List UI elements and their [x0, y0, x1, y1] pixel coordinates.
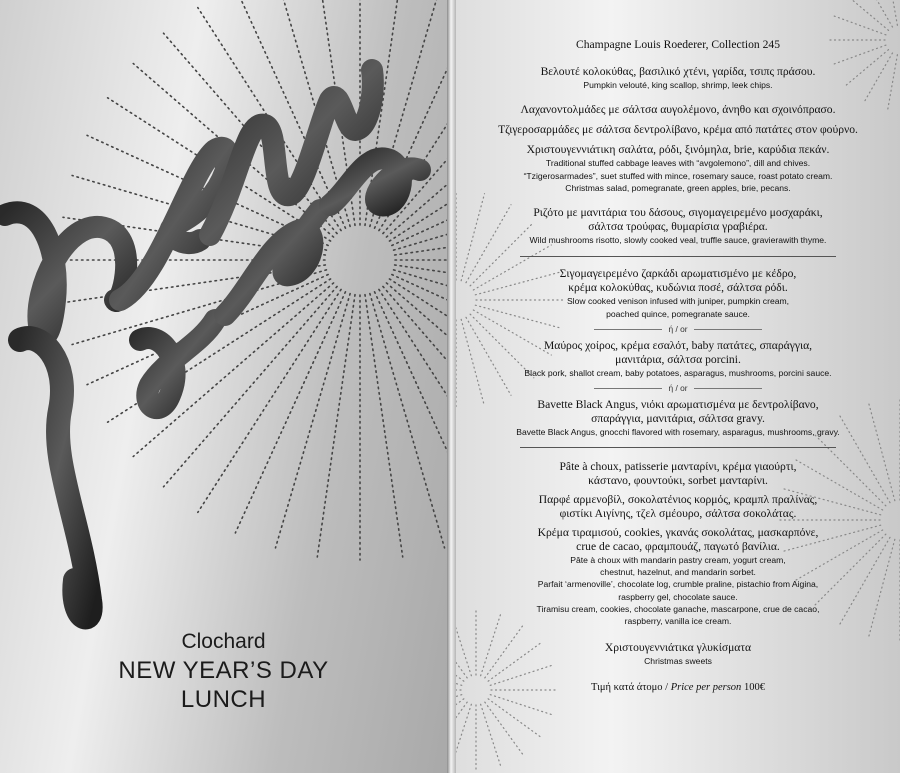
- dessert-3-english-line1: Tiramisu cream, cookies, chocolate ganache, mascarpone, crue de cacao,: [536, 603, 820, 614]
- main-1-greek-line1: Σιγομαγειρεμένο ζαρκάδι αρωματισμένο με κέδρο,: [559, 267, 797, 281]
- starter-1-english: Pumpkin velouté, king scallop, shrimp, leek chips.: [583, 80, 773, 90]
- price-value: 100€: [743, 681, 765, 693]
- starter-3-greek: Τζιγεροσαρμάδες με σάλτσα δεντρολίβανο, κρέμα από πατάτες στον φούρνο.: [498, 123, 858, 137]
- ribbon-lettering: [5, 70, 420, 617]
- dessert-1-greek-line2: κάστανο, φουντούκι, sorbet μανταρίνι.: [588, 473, 768, 487]
- menu-content: [456, 38, 900, 693]
- dessert-1-english-line2: chestnut, hazelnut, and mandarin sorbet.: [600, 566, 756, 577]
- wine-pairing: Champagne Louis Roederer, Collection 245: [576, 38, 780, 51]
- restaurant-name: Clochard: [181, 630, 266, 653]
- starter-3-english: “Tzigerosarmades”, suet stuffed with mince, rosemary sauce, roast potato cream.: [523, 170, 833, 181]
- or-separator: ή / or: [588, 383, 768, 393]
- price-label-greek: Τιμή κατά άτομο /: [591, 681, 669, 693]
- dessert-1-english-line1: Pâte à choux with mandarin pastry cream, yogurt cream,: [570, 554, 786, 565]
- dessert-2-greek-line2: φιστίκι Αιγίνης, τζελ σμέουρο, σάλτσα σοκολάτας.: [559, 506, 797, 520]
- main-2-greek-line2: μανιτάρια, σάλτσα porcini.: [615, 353, 741, 367]
- starter-4-greek: Χριστουγεννιάτικη σαλάτα, ρόδι, ξινόμηλα, brie, καρύδια πεκάν.: [526, 143, 830, 157]
- starter-2-greek: Λαχανοντολμάδες με σάλτσα αυγολέμονο, άνηθο και σχοινόπρασο.: [520, 103, 836, 117]
- starter-5-greek-line2: σάλτσα τρούφας, θυμαρίσια γραβιέρα.: [588, 220, 768, 234]
- price-line: [456, 682, 900, 693]
- starter-5-greek-line1: Ριζότο με μανιτάρια του δάσους, σιγομαγειρεμένο μοσχαράκι,: [533, 206, 823, 220]
- dessert-1-greek-line1: Pâte à choux, patisserie μανταρίνι, κρέμα γιαούρτι,: [559, 459, 797, 473]
- dessert-3-greek-line2: crue de cacao, φραμπουάζ, παγωτό βανίλια.: [576, 539, 780, 553]
- main-2-greek-line1: Μαύρος χοίρος, κρέμα εσαλότ, baby πατάτες, σπαράγγια,: [543, 339, 813, 353]
- sweets-english: Christmas sweets: [644, 656, 712, 667]
- dessert-3-greek-line1: Κρέμα τιραμισού, cookies, γκανάς σοκολάτας, μασκαρπόνε,: [537, 525, 819, 539]
- main-1-english-line2: poached quince, pomegranate sauce.: [606, 308, 750, 319]
- cover-title-line2: LUNCH: [180, 686, 267, 713]
- dessert-2-english-line2: raspberry gel, chocolate sauce.: [618, 591, 738, 602]
- or-separator: ή / or: [588, 324, 768, 334]
- cover-title-line1: NEW YEAR’S DAY: [118, 657, 329, 684]
- dessert-2-english-line1: Parfait ‘armenoville’, chocolate log, crumble praline, pistachio from Aigina,: [537, 579, 819, 590]
- main-1-english-line1: Slow cooked venison infused with juniper, pumpkin cream,: [566, 296, 790, 307]
- main-3-english: Bavette Black Angus, gnocchi flavored with rosemary, asparagus, mushrooms, gravy.: [516, 427, 840, 438]
- main-1-greek-line2: κρέμα κολοκύθας, κυδώνια ποσέ, σάλτσα ρόδι.: [568, 281, 788, 295]
- dessert-2-greek-line1: Παρφέ αρμενοβίλ, σοκολατένιος κορμός, κραμπλ πραλίνας,: [538, 492, 818, 506]
- sweets-greek: Χριστουγεννιάτικα γλυκίσματα: [604, 641, 752, 655]
- dessert-3-english-line2: raspberry, vanilla ice cream.: [624, 616, 732, 627]
- starter-5-english: Wild mushrooms risotto, slowly cooked veal, truffle sauce, gravierawith thyme.: [529, 235, 827, 246]
- main-3-greek-line1: Bavette Black Angus, νιόκι αρωματισμένα με δεντρολίβανο,: [537, 398, 819, 412]
- price-label-english: Price per person: [670, 681, 742, 693]
- cover-page: [0, 0, 447, 773]
- main-2-english: Black pork, shallot cream, baby potatoes, asparagus, mushrooms, porcini sauce.: [524, 368, 832, 379]
- starter-4-english: Christmas salad, pomegranate, green apples, brie, pecans.: [565, 182, 791, 193]
- page-fold: [447, 0, 456, 773]
- main-3-greek-line2: σπαράγγια, μανιτάρια, σάλτσα gravy.: [591, 412, 765, 426]
- starter-2-english: Traditional stuffed cabbage leaves with “avgolemono”, dill and chives.: [545, 158, 811, 169]
- starter-1-greek: Βελουτέ κολοκύθας, βασιλικό χτένι, γαρίδα, τσιπς πράσου.: [540, 65, 816, 78]
- menu-page: [456, 0, 900, 773]
